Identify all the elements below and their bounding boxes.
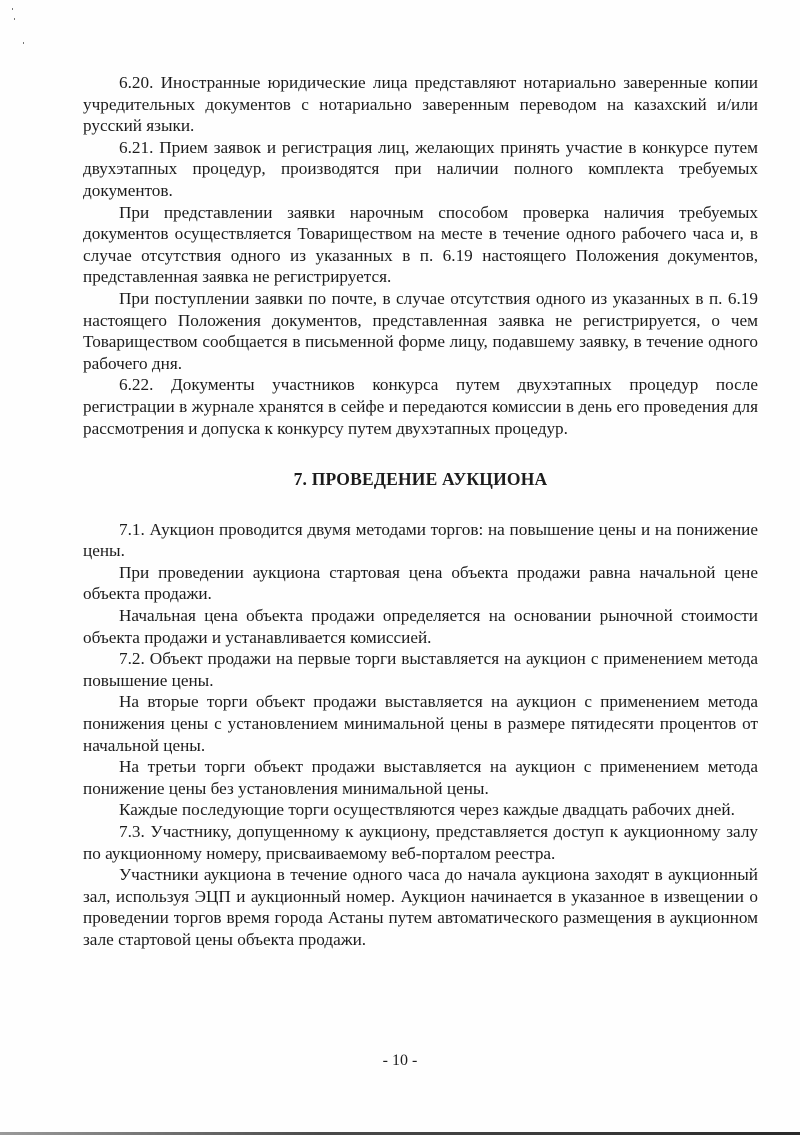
paragraph-mail-submission: При поступлении заявки по почте, в случае отсутствия одного из указанных в п. 6.19 настоящего Положения документов, представленная заявка не регистрируется, о чем Товариществом сообщается в письменной форме лицу, подавшему заявку, в течение одного рабочего дня. <box>83 288 758 373</box>
paragraph-7-1: 7.1. Аукцион проводится двумя методами торгов: на повышение цены и на понижение цены. <box>83 519 758 561</box>
paragraph-participants: Участники аукциона в течение одного часа до начала аукциона заходят в аукционный зал, используя ЭЦП и аукционный номер. Аукцион начинается в указанное в извещении о проведении торгов время города Астаны путем автоматического размещения в аукционном зале стартовой цены объекта продажи. <box>83 865 758 949</box>
document-body <box>83 72 758 951</box>
paragraph-6-20: 6.20. Иностранные юридические лица представляют нотариально заверенные копии учредительных документов с нотариально заверенным переводом на казахский и/или русский языки. <box>83 73 758 136</box>
scan-speck <box>14 18 15 20</box>
paragraph-7-3: 7.3. Участнику, допущенному к аукциону, представляется доступ к аукционному залу по аукционному номеру, присваиваемому веб-порталом реестра. <box>83 822 758 863</box>
paragraph-initial-price: Начальная цена объекта продажи определяется на основании рыночной стоимости объекта продажи и устанавливается комиссией. <box>83 606 758 647</box>
section-heading: 7. ПРОВЕДЕНИЕ АУКЦИОНА <box>293 469 548 490</box>
paragraph-7-2: 7.2. Объект продажи на первые торги выставляется на аукцион с применением метода повышение цены. <box>83 649 758 690</box>
paragraph-6-22: 6.22. Документы участников конкурса путем двухэтапных процедур после регистрации в журнале хранятся в сейфе и передаются комиссии в день его проведения для рассмотрения и допуска к конкурсу путем двухэтапных процедур. <box>83 375 758 438</box>
paragraph-start-price: При проведении аукциона стартовая цена объекта продажи равна начальной цене объекта продажи. <box>83 562 758 604</box>
scan-speck <box>23 42 24 44</box>
page-number: - 10 - <box>382 1052 418 1069</box>
scan-speck <box>12 8 13 10</box>
paragraph-courier-submission: При представлении заявки нарочным способом проверка наличия требуемых документов осуществляется Товариществом на месте в течение одного рабочего часа и, в случае отсутствия одного из указанных в п. 6.19 настоящего Положения документов, представленная заявка не регистрируется. <box>83 202 758 287</box>
paragraph-third-auction: На третьи торги объект продажи выставляется на аукцион с применением метода понижение цены без установления минимальной цены. <box>83 757 758 798</box>
paragraph-6-21: 6.21. Прием заявок и регистрация лиц, желающих принять участие в конкурсе путем двухэтапных процедур, производятся при наличии полного комплекта требуемых документов. <box>83 137 758 200</box>
paragraph-second-auction: На вторые торги объект продажи выставляется на аукцион с применением метода понижения цены с установлением минимальной цены в размере пятидесяти процентов от начальной цены. <box>83 692 758 755</box>
paragraph-subsequent-auctions: Каждые последующие торги осуществляются через каждые двадцать рабочих дней. <box>119 800 735 820</box>
